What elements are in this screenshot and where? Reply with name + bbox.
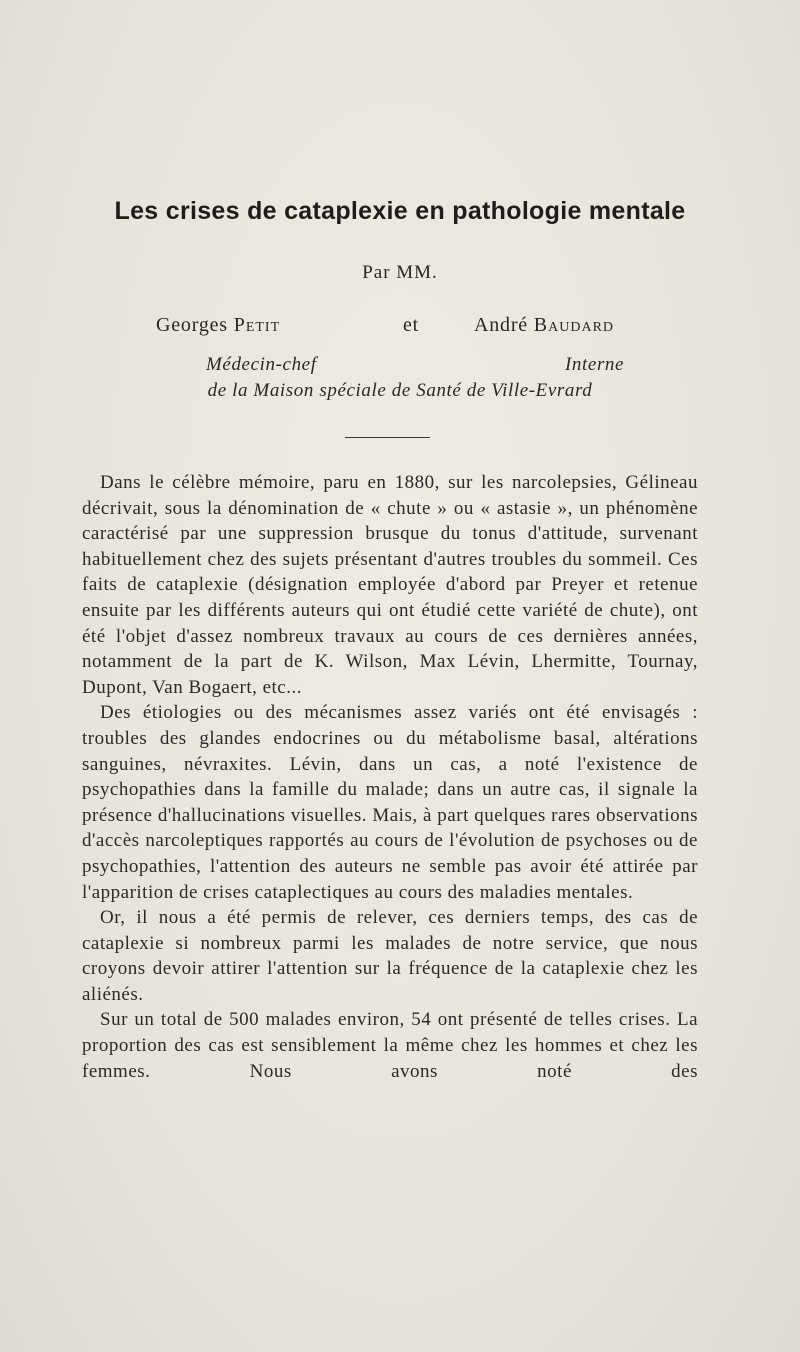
- author-petit-first-name: Georges: [156, 314, 228, 336]
- body-paragraph-1: Dans le célèbre mémoire, paru en 1880, sur les narcolepsies, Gélineau décrivait, sous la dénomination de « chute » ou « astasie », un phénomène caractérisé par une suppression brusque du tonus d'attitude, survenant habituellement chez des sujets présentant d'autres troubles du sommeil. Ces faits de cataplexie (désignation employée d'abord par Preyer et retenue ensuite par les différents auteurs qui ont étudié cette variété de chute), ont été l'objet d'assez nombreux travaux au cours de ces dernières années, notamment de la part de K. Wilson, Max Lévin, Lhermitte, Tournay, Dupont, Van Bogaert, etc...: [82, 472, 698, 698]
- affiliation: de la Maison spéciale de Santé de Ville-Evrard: [207, 380, 593, 401]
- byline: Par MM.: [362, 262, 438, 283]
- body-paragraph-4: Sur un total de 500 malades environ, 54 ont présenté de telles crises. La proportion des cas est sensiblement la même chez les hommes et chez les femmes. Nous avons noté des: [82, 1009, 698, 1082]
- role-medecin-chef: Médecin-chef: [206, 354, 317, 375]
- article-body: [82, 470, 698, 1084]
- body-paragraph-2: Des étiologies ou des mécanismes assez variés ont été envisagés : troubles des glandes endocrines ou du métabolisme basal, altérations sanguines, névraxites. Lévin, dans un cas, a noté l'existence de psychopathies dans la famille du malade; dans un autre cas, il signale la présence d'hallucinations visuelles. Mais, à part quelques rares observations d'accès narcoleptiques rapportés au cours de l'évolution de psychoses ou de psychopathies, l'attention des auteurs ne semble pas avoir été attirée par l'apparition de crises cataplectiques au cours des maladies mentales.: [82, 702, 698, 903]
- author-baudard-first-name: André: [474, 314, 528, 336]
- article-title: Les crises de cataplexie en pathologie mentale: [114, 197, 686, 225]
- author-petit: [156, 314, 280, 337]
- body-paragraph-3: Or, il nous a été permis de relever, ces derniers temps, des cas de cataplexie si nombreux parmi les malades de notre service, que nous croyons devoir attirer l'attention sur la fréquence de la cataplexie chez les aliénés.: [82, 907, 698, 1005]
- role-interne: Interne: [565, 354, 625, 375]
- section-divider: [345, 437, 430, 438]
- author-baudard: [474, 314, 614, 337]
- author-baudard-last-name: Baudard: [533, 314, 615, 336]
- author-conjunction: et: [403, 314, 420, 336]
- author-petit-last-name: Petit: [233, 314, 281, 336]
